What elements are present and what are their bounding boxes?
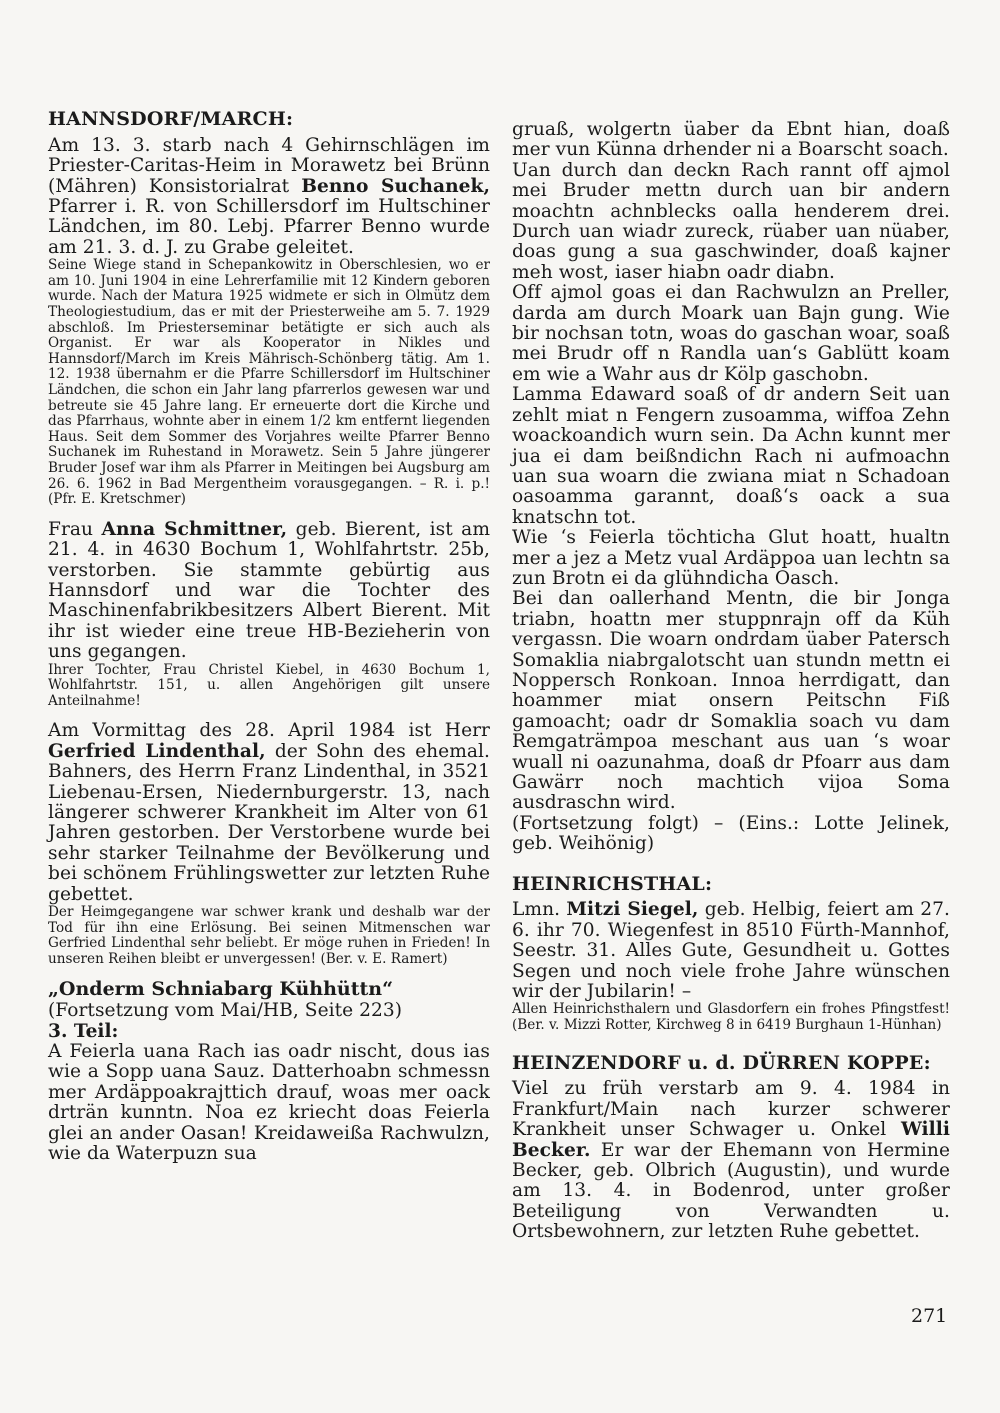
serial-subtitle: (Fortsetzung vom Mai/HB, Seite 223) bbox=[48, 1000, 403, 1022]
serial-paragraph: Lamma Edaward soaß of dr andern Seit uan zehlt miat n Fengern zusoamma, wiffoa Zehn woackoandich wurn sein. Da Achn kunnt mer jua ei dam beißndichn Rach ni aufmoachn uan sua woarn die zwiana miat n Schadoan oasoamma garannt, doaß‘s oack a sua knatschn tot. bbox=[512, 384, 950, 528]
serial-text: A Feierla uana Rach ias oadr nischt, dous ias wie a Sopp uana Sauz. Datterhoabn schmessn mer Ardäppoakrajttich drauf, woas mer oack drträn kunntn. Noa ez kriecht doas Feierla glei an ander Oasan! Kreidaweißa Rachwulzn, wie da Waterpuzn sua bbox=[48, 1041, 490, 1165]
right-column bbox=[512, 120, 950, 1243]
serial-continuation-note: (Fortsetzung folgt) – (Eins.: Lotte Jelinek, geb. Weihönig) bbox=[512, 812, 950, 855]
person-name: Willi Becker. bbox=[512, 1119, 950, 1161]
person-name: Benno Suchanek, bbox=[301, 175, 490, 197]
obituary-suchanek: Am 13. 3. starb nach 4 Gehirnschlägen im Priester-Caritas-Heim in Morawetz bei Brünn (Mähren) Konsistorialrat Benno Suchanek, Pfarrer i. R. von Schillersdorf im Hultschiner Ländchen, im 80. Lebj. Pfarrer Benno wurde am 21. 3. d. J. zu Grabe geleitet. bbox=[48, 134, 490, 258]
section-heading-heinzendorf: HEINZENDORF u. d. DÜRREN KOPPE: bbox=[512, 1051, 931, 1074]
greeting-notice: Allen Heinrichsthalern und Glasdorfern ein frohes Pfingstfest! (Ber. v. Mizzi Rotter, Kirchweg 8 in 6419 Burghaun 1-Hünhan) bbox=[512, 1001, 950, 1033]
serial-paragraph: Bei dan oallerhand Mentn, die bir Jonga triabn, hoattn mer stuppnrajn off da Küh vergassn. Die woarn ondrdam üaber Patersch Somaklia niabrgalotscht uan stundn mettn ei Noppersch Ronkoan. Innoa herrdigatt, dan hoammer miat onsern Peitschn Fiß gamoacht; oadr dr Somaklia soach vu dam Remgaträmpoa meschant aus uan ‘s woar wuall ni oazunahma, doaß dr Pfoarr aus dam Gawärr noch machtich vijoa Soma ausdraschn wird. bbox=[512, 588, 950, 814]
page-number: 271 bbox=[911, 1305, 948, 1327]
serial-paragraph: Off ajmol goas ei dan Rachwulzn an Preller, darda am durch Moark uan Bajn gung. Wie bir nochsan totn, woas do gaschan woar, soaß mei Brudr off n Randla uan‘s Gablütt koam em wie a Wahr aus dr Kölp gaschobn. bbox=[512, 282, 950, 385]
person-name: Anna Schmittner, bbox=[101, 518, 288, 540]
left-column bbox=[48, 108, 490, 1164]
person-name: Gerfried Lindenthal, bbox=[48, 740, 266, 762]
section-heading-heinrichsthal: HEINRICHSTHAL: bbox=[512, 872, 713, 895]
obituary-lindenthal: Am Vormittag des 28. April 1984 ist Herr Gerfried Lindenthal, der Sohn des ehemal. Bahners, des Herrn Franz Lindenthal, in 3521 Liebenau-Ersen, Niedernburgerstr. 13, nach längerer schwerer Krankheit im Alter von 61 Jahren gestorben. Der Verstorbene wurde bei sehr starker Teilnahme der Bevölkerung und bei schönem Frühlingswetter zur letzten Ruhe gebettet. bbox=[48, 720, 490, 905]
serial-paragraph: Wie ‘s Feierla töchticha Glut hoatt, hualtn mer a jez a Metz vual Ardäppoa uan lechtn sa zun Brotn ei da glühndicha Oasch. bbox=[512, 527, 950, 589]
obituary-schmittner: Frau Anna Schmittner, geb. Bierent, ist am 21. 4. in 4630 Bochum 1, Wohlfahrtstr. 25b, verstorben. Sie stammte gebürtig aus Hannsdorf und war die Tochter des Maschinenfabrikbesitzers Albert Bierent. Mit ihr ist wieder eine treue HB-Bezieherin von uns gegangen. bbox=[48, 518, 491, 663]
obituary-lindenthal-details: Der Heimgegangene war schwer krank und deshalb war der Tod für ihn eine Erlösung. Bei seinen Mitmenschen war Gerfried Lindenthal sehr beliebt. Er möge ruhen in Frieden! In unseren Reihen bleibt er unvergessen! (Ber. v. E. Ramert) bbox=[48, 903, 490, 967]
obituary-becker: Viel zu früh verstarb am 9. 4. 1984 in Frankfurt/Main nach kurzer schwerer Krankheit unser Schwager u. Onkel Willi Becker. Er war der Ehemann von Hermine Becker, geb. Olbrich (Augustin), und wurde am 13. 4. in Bodenrod, unter großer Beteiligung von Verwandten u. Ortsbewohnern, zur letzten Ruhe gebettet. bbox=[512, 1078, 950, 1243]
person-name: Mitzi Siegel, bbox=[566, 899, 699, 921]
section-heading-hannsdorf: HANNSDORF/MARCH: bbox=[48, 108, 294, 130]
serial-title: „Onderm Schniabarg Kühhüttn“ bbox=[48, 978, 393, 1001]
serial-paragraph: gruaß, wolgertn üaber da Ebnt hian, doaß mer vun Künna drhender ni a Boarscht soach. bbox=[512, 119, 950, 161]
obituary-suchanek-details: Seine Wiege stand in Schepankowitz in Oberschlesien, wo er am 10. Juni 1904 in eine Lehrerfamilie mit 12 Kindern geboren wurde. Nach der Matura 1925 widmete er sich in Olmütz dem Theologiestudium, das er mit der Priesterweihe am 5. 7. 1929 abschloß. Im Priesterseminar betätigte er sich auch als Organist. Er war als Kooperator in Nikles und Hannsdorf/March im Kreis Mährisch-Schönberg tätig. Am 1. 12. 1938 übernahm er die Pfarre Schillersdorf im Hultschiner Ländchen, die schon ein Jahr lang pfarrerlos gewesen war und betreute sie 45 Jahre lang. Er erneuerte dort die Kirche und das Pfarrhaus, wohnte aber in einem 1/2 km entfernt liegenden Haus. Seit dem Sommer des Vorjahres weilte Pfarrer Benno Suchanek im Ruhestand in Morawetz. Sein 5 Jahre jüngerer Bruder Josef war ihm als Pfarrer in Meitingen bei Augsburg am 26. 6. 1962 in Bad Mergentheim vorausgegangen. – R. i. p.! (Pfr. E. Kretschmer) bbox=[48, 257, 490, 508]
serial-part-label: 3. Teil: bbox=[48, 1020, 119, 1042]
birthday-notice-siegel: Lmn. Mitzi Siegel, geb. Helbig, feiert am 27. 6. ihr 70. Wiegenfest in 8510 Fürth-Mannhof, Seestr. 31. Alles Gute, Gesundheit u. Gottes Segen und noch viele frohe Jahre wünschen wir der Jubilarin! – bbox=[512, 899, 951, 1002]
obituary-schmittner-details: Ihrer Tochter, Frau Christel Kiebel, in 4630 Bochum 1, Wohlfahrtstr. 151, u. allen Angehörigen gilt unsere Anteilnahme! bbox=[48, 661, 490, 709]
serial-paragraph: Uan durch dan deckn Rach rannt off ajmol mei Bruder mettn durch uan bir andern moachtn achnblecks oalla henderem drei. Durch uan wiadr zureck, rüaber uan nüaber, doas gung a sua gaschwinder, doaß kajner meh wost, iaser hiabn oadr diabn. bbox=[512, 159, 950, 283]
